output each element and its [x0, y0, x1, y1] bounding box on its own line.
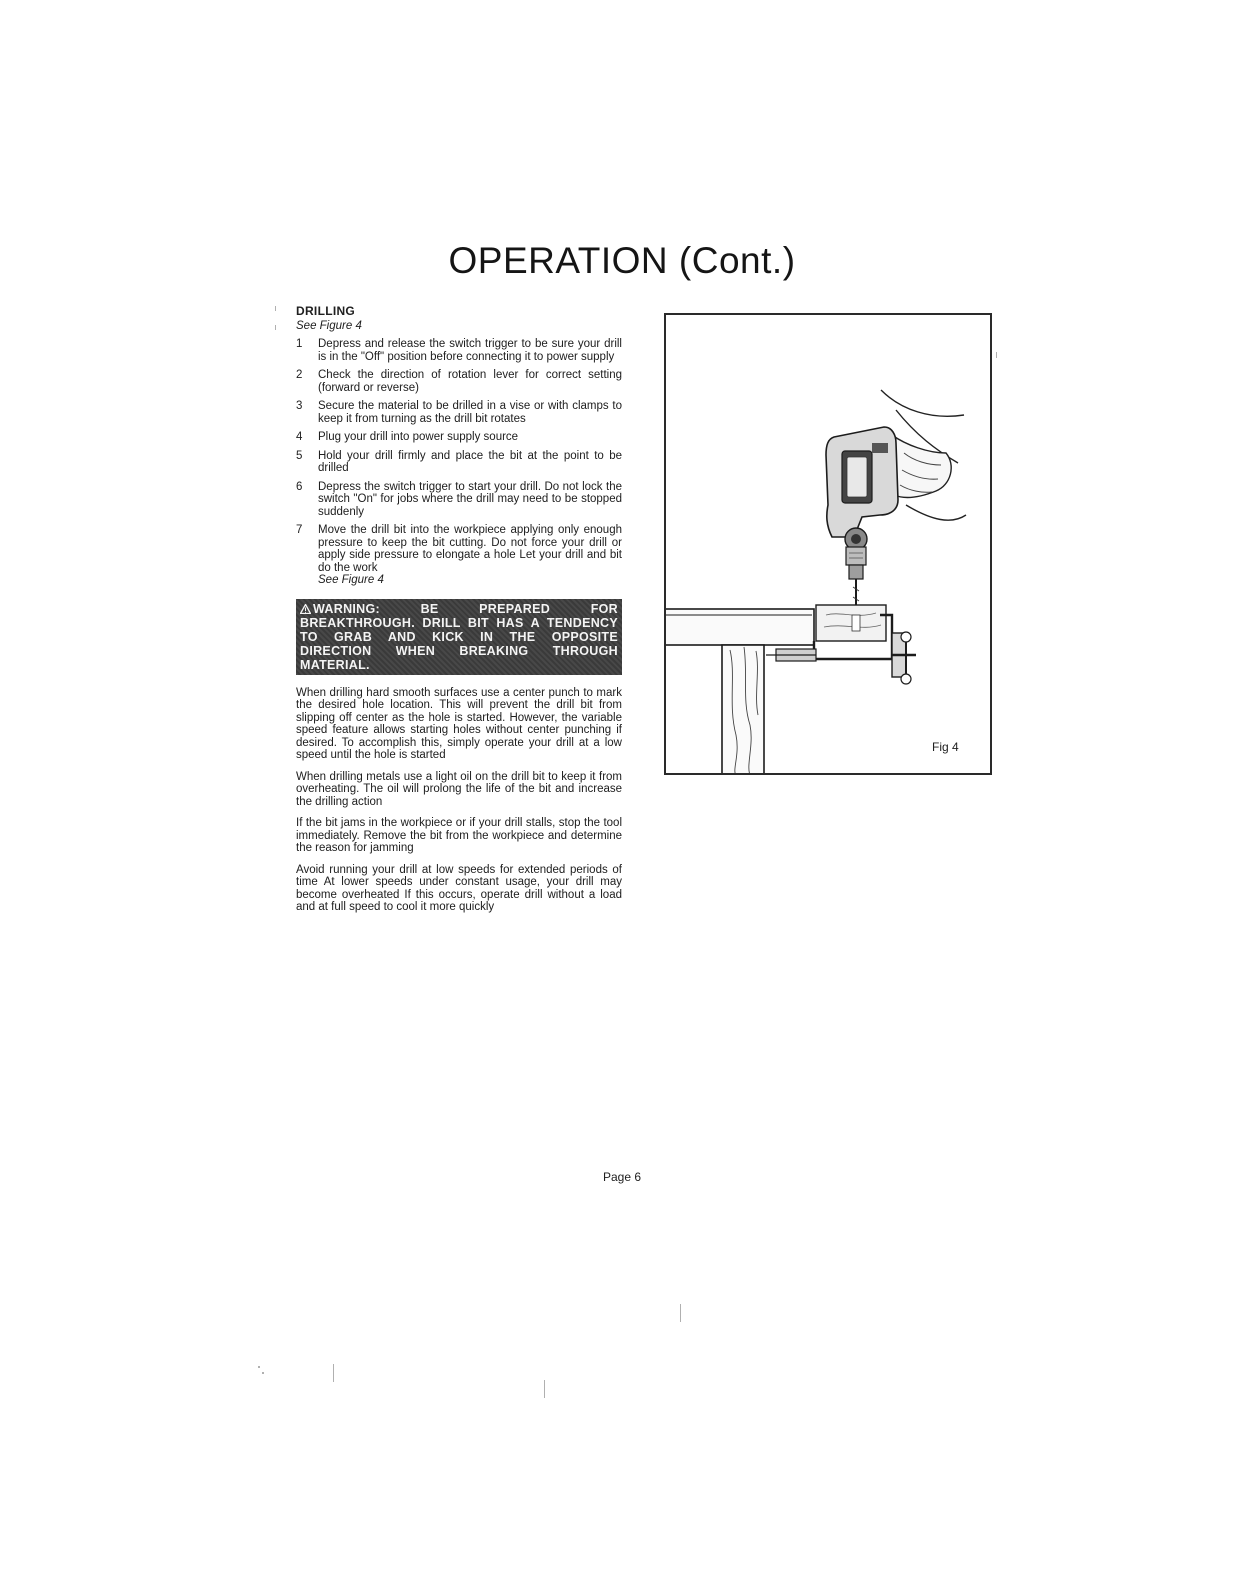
step-text: Plug your drill into power supply source — [318, 431, 519, 443]
step-number: 6 — [296, 480, 303, 493]
paragraph: Avoid running your drill at low speeds for extended periods of time At lower speeds under constant usage, your drill may become overheated If this occurs, operate drill without a load and at full speed to cool it more quickly — [296, 863, 622, 913]
list-item — [296, 481, 622, 519]
drilling-section — [296, 305, 622, 923]
scan-speck — [544, 1380, 545, 1398]
section-heading: DRILLING — [296, 304, 356, 318]
scan-speck — [333, 1364, 334, 1382]
list-item — [296, 431, 622, 444]
drilling-steps-list — [296, 338, 622, 587]
step-number: 1 — [296, 338, 303, 350]
drill-illustration — [666, 315, 990, 773]
scan-speck — [996, 352, 997, 358]
list-item — [296, 338, 622, 363]
list-item — [296, 524, 622, 587]
paragraph: When drilling hard smooth surfaces use a center punch to mark the desired hole location. This will prevent the drill bit from slipping off center as the hole is started. However, the variable speed feature allows starting holes without center punching if desired. To accomplish this, simply operate your drill at a low speed until the hole is started — [296, 686, 622, 761]
step-number: 3 — [296, 400, 303, 412]
section-figure-reference: See Figure 4 — [296, 319, 362, 332]
scan-speck — [680, 1304, 681, 1322]
warning-box — [296, 599, 622, 675]
step-text: Depress the switch trigger to start your drill. Do not lock the switch "On" for jobs where the drill may need to be stopped suddenly — [318, 480, 622, 518]
step-text: Check the direction of rotation lever for correct setting (forward or reverse) — [318, 369, 622, 394]
step-number: 4 — [296, 431, 303, 443]
step-text: Move the drill bit into the workpiece applying only enough pressure to keep the bit cutting. Do not force your drill or apply side pressure to elongate a hole Let your drill and bit do the work — [318, 524, 622, 574]
paragraph: When drilling metals use a light oil on the drill bit to keep it from overheating. The oil will prolong the life of the bit and increase the drilling action — [296, 770, 622, 808]
warning-text: WARNING: BE PREPARED FOR BREAKTHROUGH. DRILL BIT HAS A TENDENCY TO GRAB AND KICK IN THE OPPOSITE DIRECTION WHEN BREAKING THROUGH MATERIAL. — [300, 601, 618, 672]
paragraph: If the bit jams in the workpiece or if your drill stalls, stop the tool immediately. Remove the bit from the workpiece and determine the reason for jamming — [296, 817, 622, 854]
scan-speck — [275, 325, 276, 330]
step-text: Hold your drill firmly and place the bit at the point to be drilled — [318, 449, 622, 474]
list-item — [296, 450, 622, 475]
list-item — [296, 369, 622, 394]
list-item — [296, 400, 622, 425]
figure-caption: Fig 4 — [932, 740, 959, 754]
scan-speck — [275, 306, 276, 311]
step-text: Secure the material to be drilled in a vise or with clamps to keep it from turning as the drill bit rotates — [318, 400, 622, 425]
step-number: 2 — [296, 369, 303, 381]
page-title: OPERATION (Cont.) — [448, 240, 796, 281]
step-number: 5 — [296, 449, 303, 462]
warning-triangle-icon — [300, 602, 311, 616]
step-text: Depress and release the switch trigger to be sure your drill is in the "Off" position before connecting it to power supply — [318, 338, 622, 363]
page-number: Page 6 — [602, 1170, 642, 1184]
figure-4-illustration — [664, 313, 992, 775]
step-figure-reference: See Figure 4 — [318, 574, 384, 586]
scan-speck — [258, 1366, 260, 1368]
scan-speck — [262, 1372, 264, 1374]
step-number: 7 — [296, 524, 303, 536]
